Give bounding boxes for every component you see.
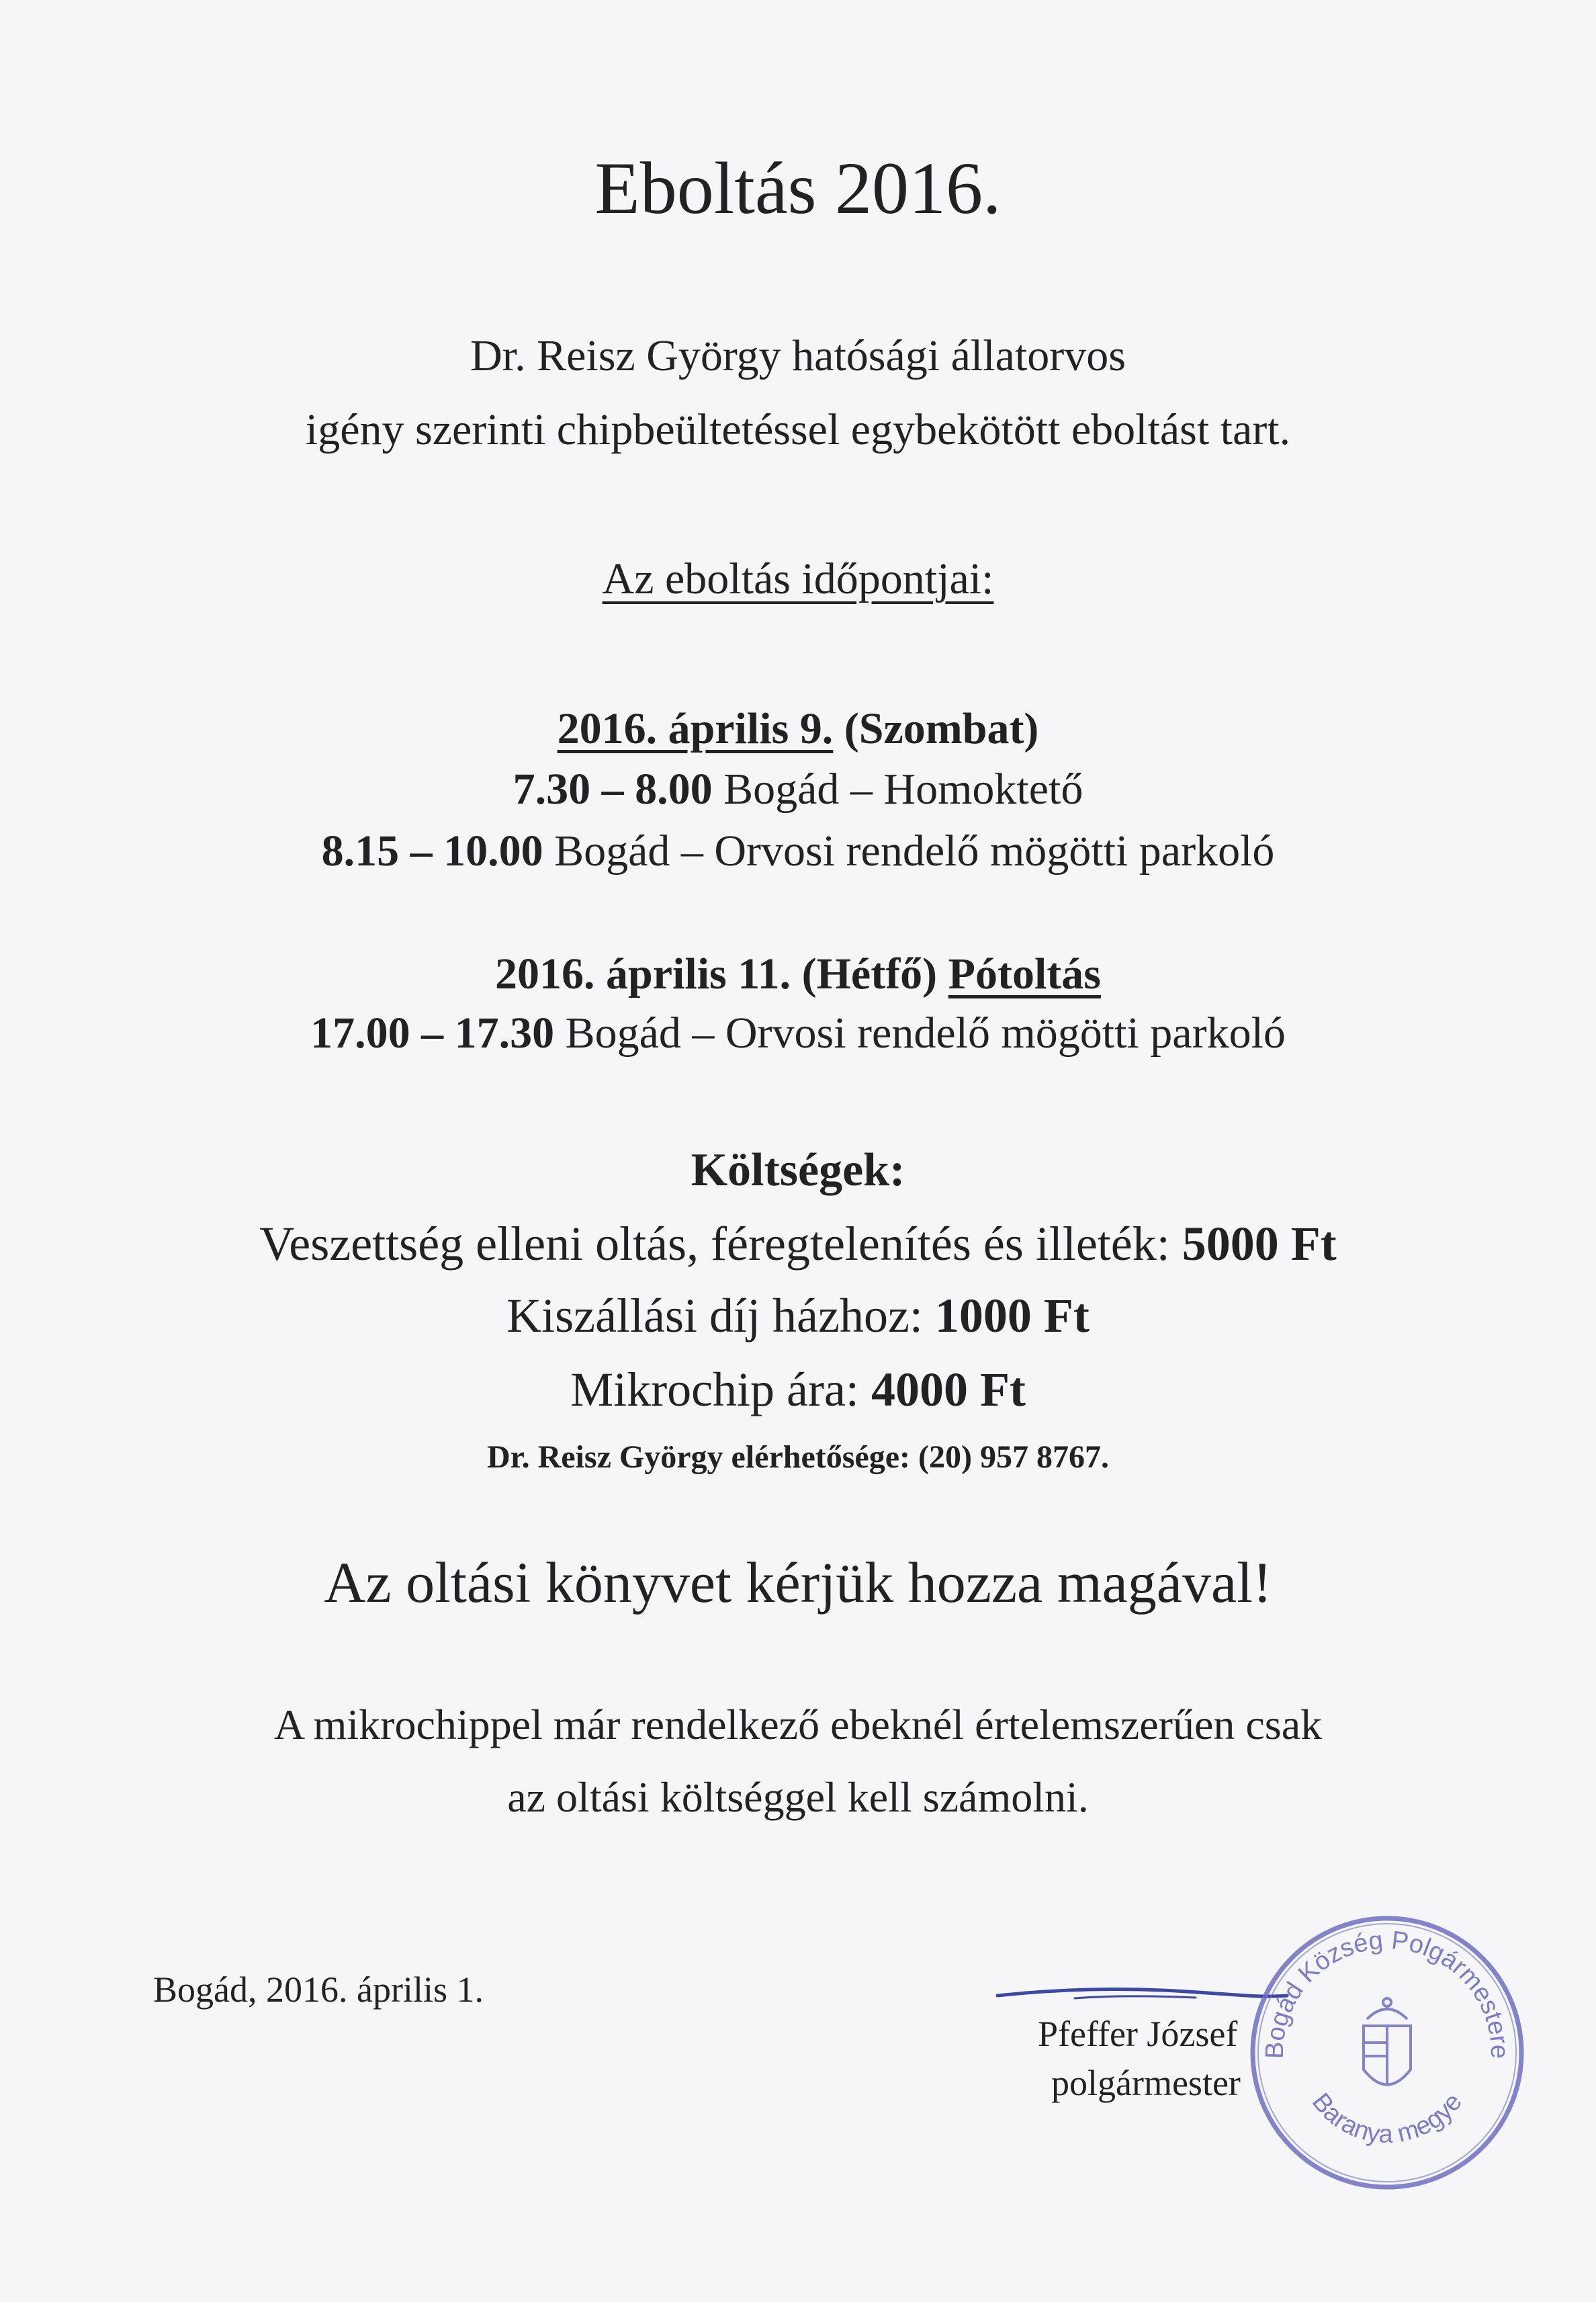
- day1-date: 2016. április 9.: [557, 704, 834, 753]
- notice: Az oltási könyvet kérjük hozza magával!: [324, 1550, 1272, 1615]
- note-line-2: az oltási költséggel kell számolni.: [507, 1773, 1089, 1821]
- svg-text:Bogád Község Polgármestere: Bogád Község Polgármestere: [1260, 1926, 1514, 2059]
- day1-header: [0, 702, 1596, 756]
- cost-label: Kiszállási díj házhoz:: [506, 1289, 923, 1342]
- slot-place: Bogád – Orvosi rendelő mögötti parkoló: [565, 1009, 1286, 1058]
- slot-time: 8.15 – 10.00: [321, 826, 543, 876]
- slot-time: 17.00 – 17.30: [310, 1009, 555, 1058]
- cost-item-2: [0, 1287, 1596, 1345]
- signatory-title: polgármester: [1051, 2063, 1241, 2103]
- schedule-heading: Az eboltás időpontjai:: [602, 554, 994, 603]
- place-date: Bogád, 2016. április 1.: [153, 1969, 484, 2010]
- cost-price: 1000 Ft: [934, 1289, 1090, 1342]
- coat-of-arms-icon: [1364, 1998, 1411, 2086]
- official-seal: [1243, 1908, 1532, 2197]
- document-title: Eboltás 2016.: [594, 147, 1002, 229]
- slot-place: Bogád – Homoktető: [723, 765, 1083, 814]
- note-line-1: A mikrochippel már rendelkező ebeknél értelemszerűen csak: [273, 1701, 1323, 1748]
- day2-slot-1: [0, 1007, 1596, 1060]
- slot-place: Bogád – Orvosi rendelő mögötti parkoló: [554, 826, 1275, 876]
- cost-item-3: [0, 1361, 1596, 1418]
- cost-label: Mikrochip ára:: [570, 1363, 859, 1416]
- cost-label: Veszettség elleni oltás, féregtelenítés és illeték:: [259, 1217, 1170, 1271]
- day2-label: Pótoltás: [948, 949, 1101, 998]
- cost-price: 5000 Ft: [1182, 1217, 1337, 1271]
- day2-date: 2016. április 11.: [495, 949, 791, 998]
- day2-weekday: (Hétfő): [801, 949, 938, 998]
- contact-line: Dr. Reisz György elérhetősége: (20) 957 8767.: [487, 1439, 1109, 1475]
- day1-slot-2: [0, 824, 1596, 878]
- svg-text:Baranya megye: Baranya megye: [1306, 2088, 1468, 2149]
- intro-line-1: Dr. Reisz György hatósági állatorvos: [470, 331, 1126, 380]
- slot-time: 7.30 – 8.00: [513, 765, 713, 814]
- cost-item-1: [0, 1215, 1596, 1273]
- day2-header: [0, 947, 1596, 1001]
- costs-heading: Költségek:: [691, 1144, 905, 1196]
- day1-weekday: (Szombat): [844, 704, 1039, 753]
- day1-slot-1: [0, 763, 1596, 816]
- cost-price: 4000 Ft: [871, 1363, 1026, 1416]
- intro-line-2: igény szerinti chipbeültetéssel egybekötött eboltást tart.: [305, 405, 1291, 454]
- signatory-name: Pfeffer József: [1038, 2014, 1238, 2054]
